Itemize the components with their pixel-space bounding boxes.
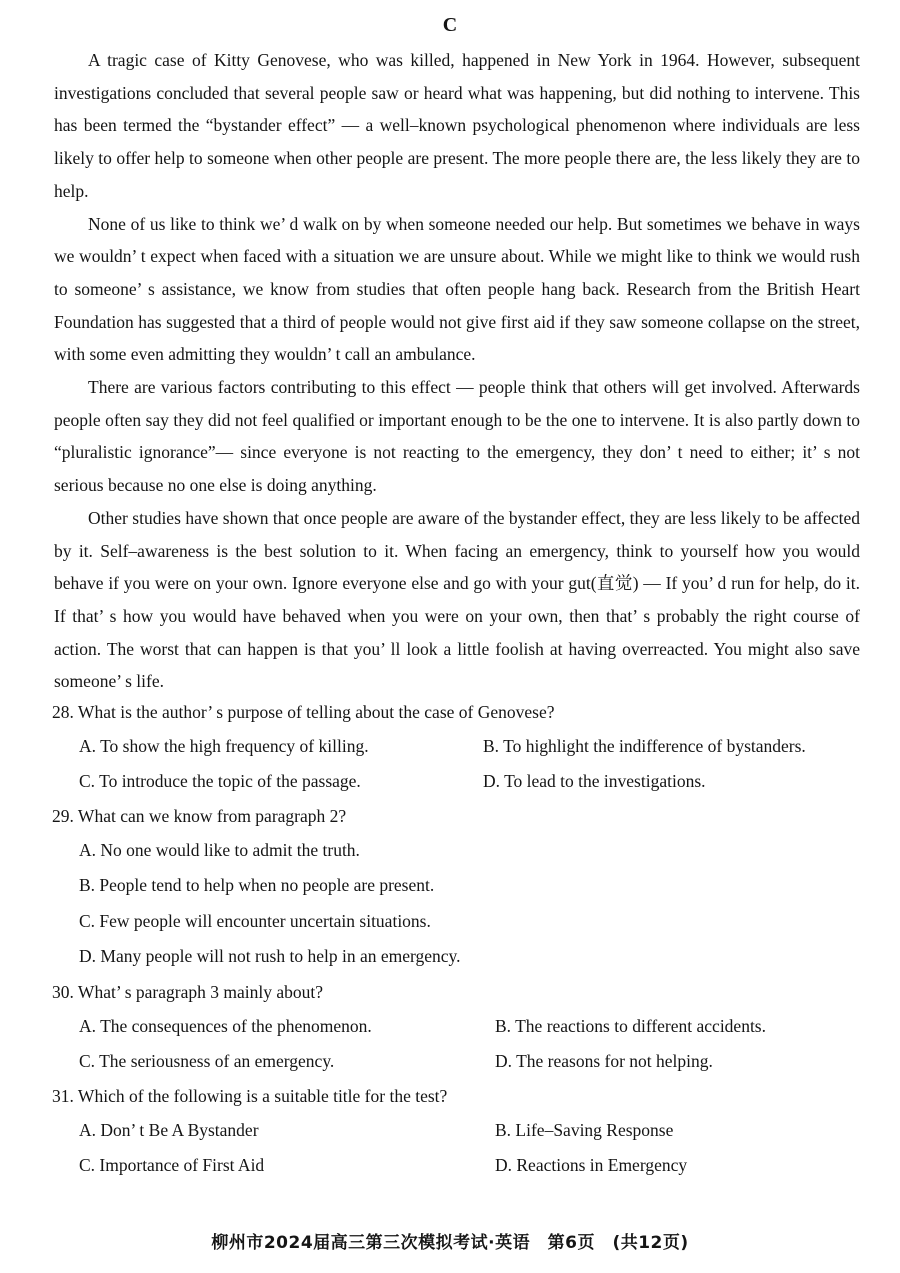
paragraph-2: None of us like to think we’ d walk on by when someone needed our help. But sometimes we behave in ways we wouldn’ t expect when faced with a situation we are unsure about. While we might like to think we would rush to someone’ s assistance, we know from studies that often people hang back. Research from the British Heart Foundation has suggested that a third of people would not give first aid if they saw someone collapse on the street, with some even admitting they wouldn’ t call an ambulance. (54, 213, 860, 365)
reading-passage (54, 44, 860, 698)
option-b: B. Life–Saving Response (495, 1119, 674, 1140)
option-c: C. Few people will encounter uncertain situations. (79, 910, 431, 931)
question-stem: 28. What is the author’ s purpose of telling about the case of Genovese? (52, 702, 555, 722)
option-d: D. Reactions in Emergency (495, 1154, 688, 1175)
option-d: D. Many people will not rush to help in an emergency. (79, 946, 461, 967)
question-stem: 30. What’ s paragraph 3 mainly about? (52, 981, 324, 1002)
option-c: C. The seriousness of an emergency. (79, 1050, 335, 1071)
option-d: D. To lead to the investigations. (483, 771, 706, 791)
question-28 (52, 695, 862, 799)
question-30 (52, 975, 862, 1079)
option-a: A. Don’ t Be A Bystander (79, 1119, 259, 1140)
option-row (52, 764, 862, 799)
option-row (52, 1009, 862, 1044)
section-heading: C (442, 14, 458, 36)
paragraph-1: A tragic case of Kitty Genovese, who was killed, happened in New York in 1964. However, subsequent investigations concluded that several people saw or heard what was happening, but did nothing to intervene. This has been termed the “bystander effect” — a well–known psychological phenomenon where individuals are less likely to offer help to someone when other people are present. The more people there are, the less likely they are to help. (54, 50, 860, 201)
option-row (52, 1148, 862, 1183)
question-29 (52, 799, 862, 975)
question-list (52, 695, 862, 1183)
question-stem: 29. What can we know from paragraph 2? (52, 806, 347, 826)
option-b: B. To highlight the indifference of bystanders. (483, 736, 806, 756)
option-c: C. Importance of First Aid (79, 1154, 265, 1175)
question-stem: 31. Which of the following is a suitable title for the test? (52, 1085, 448, 1106)
question-31 (52, 1079, 862, 1183)
option-a: A. To show the high frequency of killing. (79, 736, 369, 756)
option-row (52, 729, 862, 764)
page-footer: 柳州市2024届高三第三次模拟考试·英语 第6页 (共12页) (211, 1233, 689, 1253)
option-row (52, 1044, 862, 1079)
option-b: B. The reactions to different accidents. (495, 1015, 766, 1036)
option-row (52, 1113, 862, 1148)
paragraph-4: Other studies have shown that once people are aware of the bystander effect, they are less likely to be affected by it. Self–awareness is the best solution to it. When facing an emergency, think to yourself how you would behave if you were on your own. Ignore everyone else and go with your gut(直觉) — If you’ d run for help, do it. If that’ s how you would have behaved when you were on your own, then that’ s probably the right course of action. The worst that can happen is that you’ ll look a little foolish at having overreacted. You might also save someone’ s life. (54, 507, 860, 692)
paragraph-3: There are various factors contributing to this effect — people think that others will get involved. Afterwards people often say they did not feel qualified or important enough to be the one to intervene. It is also partly down to “pluralistic ignorance”— since everyone is not reacting to the emergency, they don’ t need to either; it’ s not serious because no one else is doing anything. (54, 377, 860, 496)
option-d: D. The reasons for not helping. (495, 1050, 713, 1071)
option-a: A. The consequences of the phenomenon. (79, 1015, 372, 1036)
option-a: A. No one would like to admit the truth. (79, 840, 360, 860)
option-b: B. People tend to help when no people are present. (79, 875, 435, 896)
option-c: C. To introduce the topic of the passage. (79, 771, 361, 791)
